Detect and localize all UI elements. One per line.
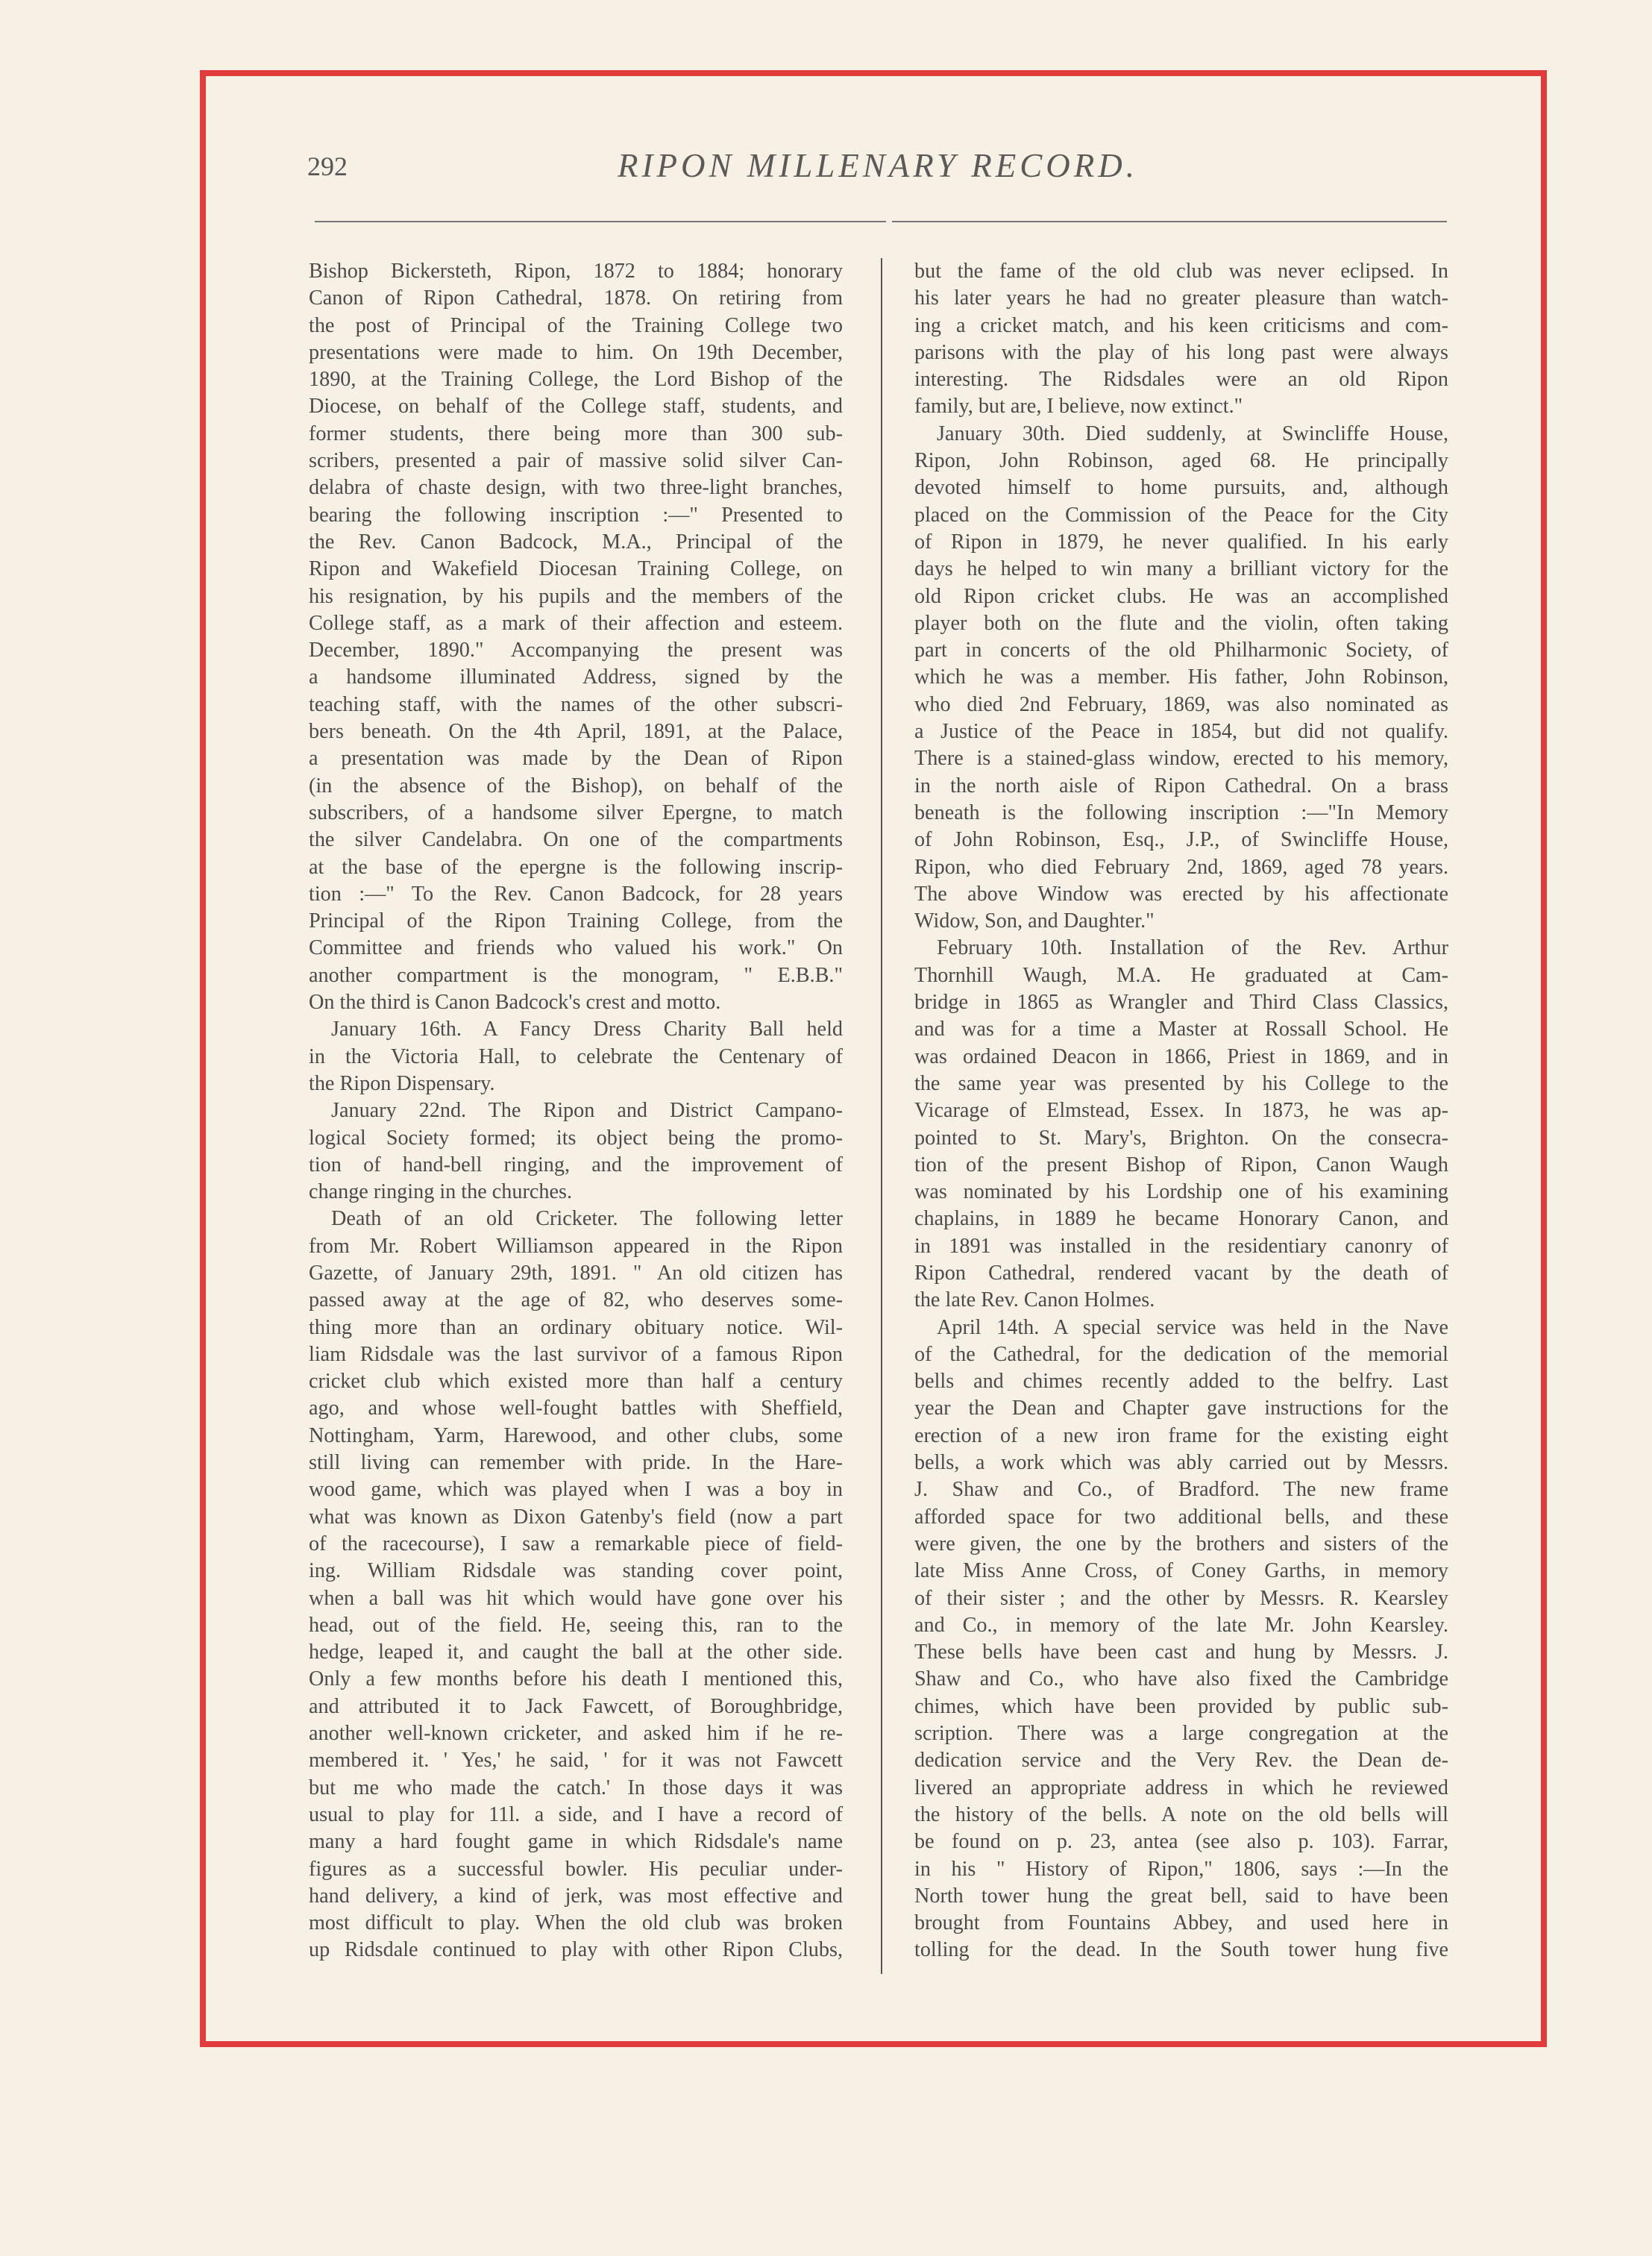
text-line: another compartment is the monogram, " E.B.B." <box>309 963 843 987</box>
text-line: bearing the following inscription :—" Presented to <box>309 503 843 527</box>
text-line: a handsome illuminated Address, signed by the <box>309 665 843 689</box>
text-line: former students, there being more than 300 sub- <box>309 422 843 445</box>
text-line: scription. There was a large congregation at the <box>914 1722 1448 1746</box>
text-line: bells and chimes recently added to the belfry. Last <box>914 1370 1448 1394</box>
text-line: of John Robinson, Esq., J.P., of Swincliffe House, <box>914 828 1448 852</box>
text-line: scribers, presented a pair of massive solid silver Can- <box>309 449 843 473</box>
text-line: days he helped to win many a brilliant victory for the <box>914 557 1448 581</box>
text-line: tion :—" To the Rev. Canon Badcock, for 28 years <box>309 882 843 906</box>
text-line: Diocese, on behalf of the College staff, students, and <box>309 395 843 419</box>
text-line: devoted himself to home pursuits, and, although <box>914 476 1448 500</box>
text-line: late Miss Anne Cross, of Coney Garths, in memory <box>914 1559 1448 1583</box>
text-line: was ordained Deacon in 1866, Priest in 1869, and in <box>914 1044 1448 1068</box>
text-line: subscribers, of a handsome silver Epergne, to match <box>309 800 843 824</box>
text-line: There is a stained-glass window, erected to his memory, <box>914 747 1448 771</box>
text-line: placed on the Commission of the Peace for the City <box>914 503 1448 527</box>
left-column <box>309 258 843 1964</box>
text-line: the same year was presented by his College to the <box>914 1071 1448 1095</box>
text-line: On the third is Canon Badcock's crest and motto. <box>309 991 721 1015</box>
text-line: membered it. ' Yes,' he said, ' for it was not Fawcett <box>309 1749 843 1773</box>
text-line: Death of an old Cricketer. The following letter <box>331 1207 843 1231</box>
text-line: cricket club which existed more than half a century <box>309 1370 843 1394</box>
text-line: Thornhill Waugh, M.A. He graduated at Cam- <box>914 963 1448 987</box>
text-line: many a hard fought game in which Ridsdale's name <box>309 1830 843 1854</box>
text-line: most difficult to play. When the old club was broken <box>309 1911 843 1935</box>
text-line: another well-known cricketer, and asked him if he re- <box>309 1722 843 1746</box>
text-line: College staff, as a mark of their affection and esteem. <box>309 611 843 635</box>
text-line: in the Victoria Hall, to celebrate the Centenary of <box>309 1044 843 1068</box>
text-line: the history of the bells. A note on the old bells will <box>914 1802 1448 1826</box>
text-line: Canon of Ripon Cathedral, 1878. On retiring from <box>309 286 843 310</box>
text-line: the silver Candelabra. On one of the compartments <box>309 828 843 852</box>
text-line: old Ripon cricket clubs. He was an accomplished <box>914 584 1448 608</box>
text-line: ing. William Ridsdale was standing cover point, <box>309 1559 843 1583</box>
text-line: Vicarage of Elmstead, Essex. In 1873, he was ap- <box>914 1099 1448 1123</box>
text-line: teaching staff, with the names of the other subscri- <box>309 692 843 716</box>
text-line: ing a cricket match, and his keen criticisms and com- <box>914 313 1448 337</box>
text-line: bells, a work which was ably carried out by Messrs. <box>914 1451 1448 1475</box>
text-line: chaplains, in 1889 he became Honorary Canon, and <box>914 1207 1448 1231</box>
text-line: player both on the flute and the violin, often taking <box>914 611 1448 635</box>
text-line: of the Cathedral, for the dedication of the memorial <box>914 1342 1448 1366</box>
text-line: J. Shaw and Co., of Bradford. The new frame <box>914 1478 1448 1502</box>
text-line: wood game, which was played when I was a boy in <box>309 1478 843 1502</box>
text-line: the Ripon Dispensary. <box>309 1071 495 1095</box>
text-line: figures as a successful bowler. His peculiar under- <box>309 1857 843 1881</box>
text-line: Only a few months before his death I mentioned this, <box>309 1667 843 1691</box>
text-line: Committee and friends who valued his work." On <box>309 936 843 960</box>
text-line: of the racecourse), I saw a remarkable piece of field- <box>309 1532 843 1555</box>
text-line: February 10th. Installation of the Rev. Arthur <box>937 936 1448 960</box>
text-line: bridge in 1865 as Wrangler and Third Class Classics, <box>914 991 1448 1015</box>
right-column <box>914 258 1448 1964</box>
text-line: the late Rev. Canon Holmes. <box>914 1288 1155 1312</box>
text-line: of their sister ; and the other by Messrs. R. Kearsley <box>914 1586 1448 1610</box>
text-line: 1890, at the Training College, the Lord Bishop of the <box>309 368 843 392</box>
text-line: a presentation was made by the Dean of Ripon <box>309 747 843 771</box>
text-line: dedication service and the Very Rev. the Dean de- <box>914 1749 1448 1773</box>
text-line: in 1891 was installed in the residentiary canonry of <box>914 1234 1448 1258</box>
text-line: April 14th. A special service was held in the Nave <box>937 1315 1448 1339</box>
text-line: of Ripon in 1879, he never qualified. In his early <box>914 530 1448 554</box>
text-line: presentations were made to him. On 19th December, <box>309 340 843 364</box>
text-line: hedge, leaped it, and caught the ball at the other side. <box>309 1641 843 1664</box>
text-line: afforded space for two additional bells, and these <box>914 1505 1448 1529</box>
text-line: and was for a time a Master at Rossall School. He <box>914 1018 1448 1041</box>
text-line: thing more than an ordinary obituary notice. Wil- <box>309 1315 843 1339</box>
running-title: RIPON MILLENARY RECORD. <box>618 147 1138 184</box>
text-line: The above Window was erected by his affectionate <box>914 882 1448 906</box>
text-line: Nottingham, Yarm, Harewood, and other clubs, some <box>309 1423 843 1447</box>
text-line: the post of Principal of the Training College two <box>309 313 843 337</box>
page-number: 292 <box>307 151 348 181</box>
text-line: up Ridsdale continued to play with other Ripon Clubs, <box>309 1938 843 1962</box>
text-line: liam Ridsdale was the last survivor of a famous Ripon <box>309 1342 843 1366</box>
text-line: year the Dean and Chapter gave instructions for the <box>914 1397 1448 1420</box>
text-line: what was known as Dixon Gatenby's field (now a part <box>309 1505 843 1529</box>
text-line: in his " History of Ripon," 1806, says :—In the <box>914 1857 1448 1881</box>
text-line: January 16th. A Fancy Dress Charity Ball held <box>331 1018 843 1041</box>
text-line: usual to play for 11l. a side, and I have a record of <box>309 1802 843 1826</box>
text-line: when a ball was hit which would have gone over his <box>309 1586 843 1610</box>
text-line: brought from Fountains Abbey, and used here in <box>914 1911 1448 1935</box>
text-line: (in the absence of the Bishop), on behalf of the <box>309 774 843 798</box>
text-line: was nominated by his Lordship one of his examining <box>914 1180 1448 1204</box>
text-line: the Rev. Canon Badcock, M.A., Principal of the <box>309 530 843 554</box>
text-line: Ripon, John Robinson, aged 68. He principally <box>914 449 1448 473</box>
column-divider <box>881 258 882 1974</box>
header-rule-right <box>892 221 1447 222</box>
text-line: December, 1890." Accompanying the present was <box>309 639 843 662</box>
text-line: Widow, Son, and Daughter." <box>914 909 1155 933</box>
text-line: North tower hung the great bell, said to have been <box>914 1884 1448 1908</box>
text-line: tion of hand-bell ringing, and the improvement of <box>309 1153 843 1176</box>
text-line: head, out of the field. He, seeing this, ran to the <box>309 1613 843 1637</box>
text-line: but the fame of the old club was never eclipsed. In <box>914 260 1448 283</box>
text-line: tion of the present Bishop of Ripon, Canon Waugh <box>914 1153 1448 1176</box>
text-line: chimes, which have been provided by public sub- <box>914 1694 1448 1718</box>
text-line: and attributed it to Jack Fawcett, of Boroughbridge, <box>309 1694 843 1718</box>
text-line: still living can remember with pride. In the Hare- <box>309 1451 843 1475</box>
text-line: passed away at the age of 82, who deserves some- <box>309 1288 843 1312</box>
text-line: Bishop Bickersteth, Ripon, 1872 to 1884; honorary <box>309 260 843 283</box>
text-line: hand delivery, a kind of jerk, was most effective and <box>309 1884 843 1908</box>
text-line: Shaw and Co., who have also fixed the Cambridge <box>914 1667 1448 1691</box>
text-line: January 30th. Died suddenly, at Swincliffe House, <box>937 422 1448 445</box>
text-line: tolling for the dead. In the South tower hung five <box>914 1938 1448 1962</box>
text-line: at the base of the epergne is the following inscrip- <box>309 855 843 879</box>
text-line: livered an appropriate address in which he reviewed <box>914 1776 1448 1799</box>
text-line: who died 2nd February, 1869, was also nominated as <box>914 692 1448 716</box>
text-line: change ringing in the churches. <box>309 1180 573 1204</box>
text-line: parisons with the play of his long past were always <box>914 340 1448 364</box>
text-line: These bells have been cast and hung by Messrs. J. <box>914 1641 1448 1664</box>
text-line: delabra of chaste design, with two three-light branches, <box>309 476 843 500</box>
text-line: Ripon and Wakefield Diocesan Training College, on <box>309 557 843 581</box>
header-rule-left <box>315 221 886 222</box>
text-line: which he was a member. His father, John Robinson, <box>914 665 1448 689</box>
text-line: and Co., in memory of the late Mr. John Kearsley. <box>914 1613 1448 1637</box>
text-line: Principal of the Ripon Training College, from the <box>309 909 843 933</box>
text-line: were given, the one by the brothers and sisters of the <box>914 1532 1448 1555</box>
text-line: January 22nd. The Ripon and District Campano- <box>331 1099 843 1123</box>
text-line: Ripon, who died February 2nd, 1869, aged 78 years. <box>914 855 1448 879</box>
text-line: ago, and whose well-fought battles with Sheffield, <box>309 1397 843 1420</box>
text-line: erection of a new iron frame for the existing eight <box>914 1423 1448 1447</box>
text-line: from Mr. Robert Williamson appeared in the Ripon <box>309 1234 843 1258</box>
text-line: a Justice of the Peace in 1854, but did not qualify. <box>914 720 1448 744</box>
text-line: pointed to St. Mary's, Brighton. On the consecra- <box>914 1126 1448 1150</box>
text-line: part in concerts of the old Philharmonic Society, of <box>914 639 1448 662</box>
text-line: bers beneath. On the 4th April, 1891, at the Palace, <box>309 720 843 744</box>
text-line: beneath is the following inscription :—"In Memory <box>914 800 1448 824</box>
text-line: in the north aisle of Ripon Cathedral. On a brass <box>914 774 1448 798</box>
text-line: Ripon Cathedral, rendered vacant by the death of <box>914 1261 1448 1285</box>
page-header <box>307 146 1448 198</box>
text-line: his resignation, by his pupils and the members of the <box>309 584 843 608</box>
text-line: be found on p. 23, antea (see also p. 103). Farrar, <box>914 1830 1448 1854</box>
text-line: interesting. The Ridsdales were an old Ripon <box>914 368 1448 392</box>
text-line: logical Society formed; its object being the promo- <box>309 1126 843 1150</box>
text-line: Gazette, of January 29th, 1891. " An old citizen has <box>309 1261 843 1285</box>
text-line: family, but are, I believe, now extinct." <box>914 395 1243 419</box>
text-line: but me who made the catch.' In those days it was <box>309 1776 843 1799</box>
text-line: his later years he had no greater pleasure than watch- <box>914 286 1448 310</box>
